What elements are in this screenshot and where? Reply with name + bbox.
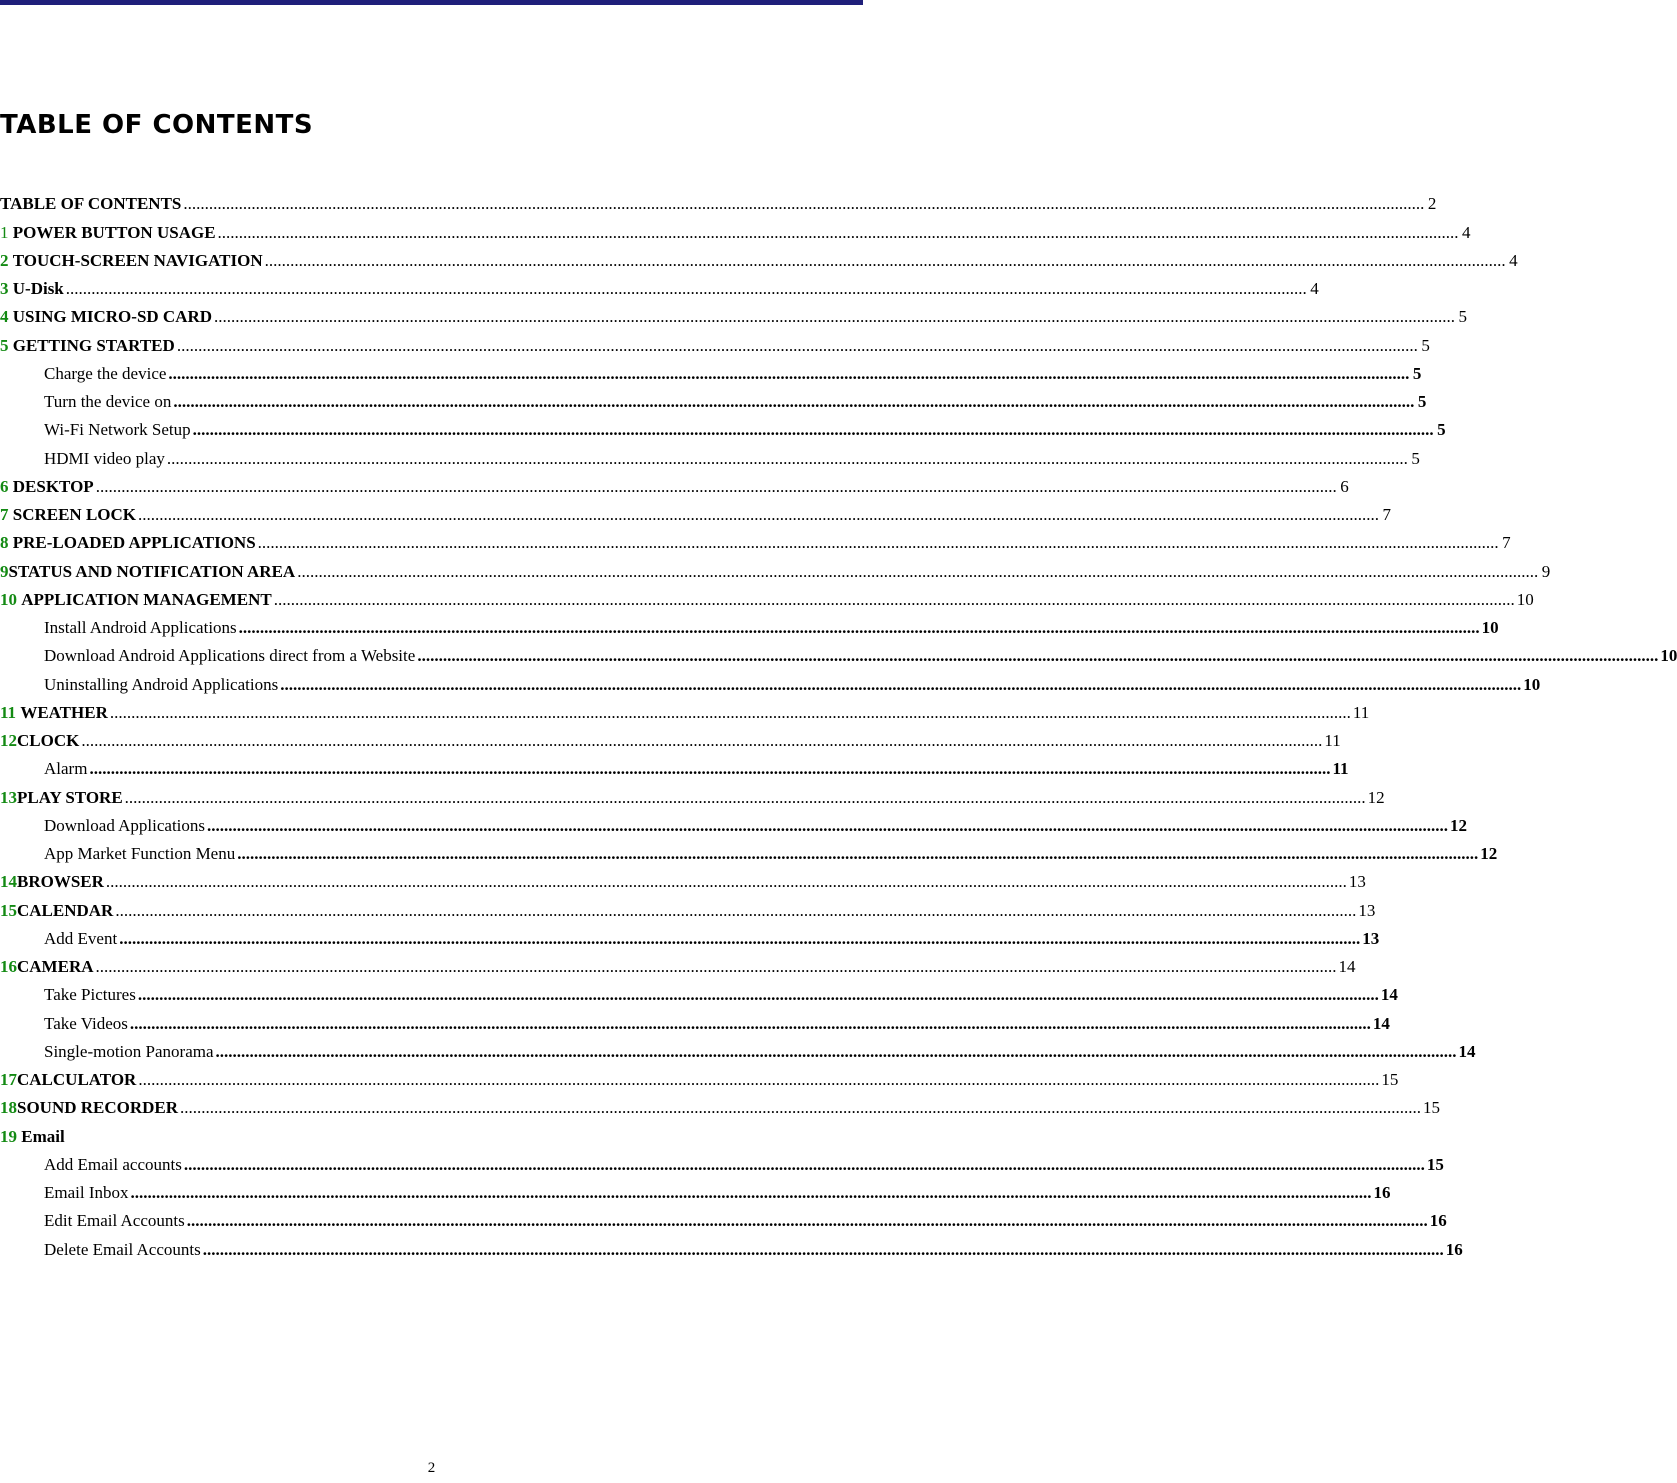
toc-entry-title: Take Pictures xyxy=(44,985,136,1005)
toc-entry-number: 3 xyxy=(0,279,9,298)
toc-entry[interactable] xyxy=(0,723,1341,751)
toc-entry[interactable] xyxy=(0,751,1349,779)
toc-entry-page: 10 xyxy=(1660,646,1677,666)
toc-entry-title: SCREEN LOCK xyxy=(12,505,137,524)
toc-entry[interactable] xyxy=(0,1034,1476,1062)
toc-entry-title: Download Android Applications direct from a Website xyxy=(44,646,416,666)
toc-entry-title: STATUS AND NOTIFICATION AREA xyxy=(8,561,296,581)
toc-dot-leader xyxy=(239,618,1480,638)
toc-entry-title: DESKTOP xyxy=(12,476,94,496)
toc-entry-page: 7 xyxy=(1502,533,1511,553)
toc-dot-leader xyxy=(89,759,1330,779)
toc-entry-title: Take Videos xyxy=(44,1013,128,1033)
toc-entry-page: 14 xyxy=(1458,1041,1476,1061)
toc-entry-title: Delete Email Accounts xyxy=(44,1239,201,1259)
toc-dot-leader xyxy=(207,816,1448,836)
toc-entry-page: 12 xyxy=(1367,787,1385,807)
toc-entry[interactable] xyxy=(0,892,1376,920)
toc-entry-page: 13 xyxy=(1362,928,1380,948)
toc-dot-leader xyxy=(258,533,1499,553)
toc-entry[interactable] xyxy=(0,610,1499,638)
toc-entry-page: 5 xyxy=(1421,335,1430,355)
toc-dot-leader xyxy=(184,1155,1425,1175)
toc-dot-leader xyxy=(218,223,1459,243)
toc-entry-title: APPLICATION MANAGEMENT xyxy=(21,589,272,609)
toc-entry-title: Wi-Fi Network Setup xyxy=(44,420,191,440)
toc-dot-leader xyxy=(280,675,1521,695)
toc-entry[interactable] xyxy=(0,356,1422,384)
toc-entry[interactable] xyxy=(0,214,1471,242)
toc-entry[interactable] xyxy=(0,921,1380,949)
toc-entry-number: 7 xyxy=(0,505,9,524)
toc-entry-page: 15 xyxy=(1423,1098,1441,1118)
toc-entry-number: 2 xyxy=(0,250,9,270)
toc-entry-title: Turn the device on xyxy=(44,392,172,411)
toc-entry[interactable] xyxy=(0,497,1392,525)
toc-entry-page: 4 xyxy=(1462,222,1471,242)
toc-entry-title: USING MICRO-SD CARD xyxy=(12,307,213,327)
toc-entry-page: 4 xyxy=(1509,250,1518,270)
toc-dot-leader xyxy=(130,1014,1371,1034)
toc-entry-page: 14 xyxy=(1338,957,1356,976)
toc-dot-leader xyxy=(138,985,1379,1005)
toc-entry-page: 16 xyxy=(1429,1211,1447,1231)
toc-dot-leader xyxy=(106,872,1347,892)
toc-entry[interactable] xyxy=(0,1090,1441,1118)
toc-entry[interactable] xyxy=(0,1175,1391,1203)
toc-entry-title: TOUCH-SCREEN NAVIGATION xyxy=(12,250,263,270)
toc-entry[interactable] xyxy=(0,1147,1444,1175)
toc-entry-title: GETTING STARTED xyxy=(12,335,175,355)
toc-entry-number: 13 xyxy=(0,787,17,807)
toc-entry-page: 16 xyxy=(1373,1183,1391,1202)
toc-entry[interactable] xyxy=(0,638,1677,666)
toc-entry-page: 4 xyxy=(1310,279,1319,298)
toc-dot-leader xyxy=(81,731,1322,751)
toc-entry-number: 1 xyxy=(0,222,9,242)
toc-dot-leader xyxy=(417,646,1658,666)
toc-entry-number: 5 xyxy=(0,335,9,355)
toc-entry-page: 13 xyxy=(1348,872,1366,892)
toc-entry[interactable] xyxy=(0,525,1511,553)
toc-dot-leader xyxy=(119,929,1360,949)
toc-entry-page: 14 xyxy=(1380,985,1398,1005)
toc-dot-leader xyxy=(168,364,1409,384)
toc-dot-leader xyxy=(138,505,1379,525)
toc-entry-page: 5 xyxy=(1411,448,1420,468)
toc-dot-leader xyxy=(187,1211,1428,1231)
toc-entry-page: 11 xyxy=(1352,702,1370,722)
top-rule xyxy=(0,0,863,5)
toc-entry[interactable] xyxy=(0,582,1534,610)
toc-dot-leader xyxy=(183,194,1424,214)
toc-entry-number: 19 xyxy=(0,1126,17,1146)
toc-entry-page: 5 xyxy=(1417,392,1427,411)
toc-dot-leader xyxy=(167,449,1408,469)
toc-entry-page: 11 xyxy=(1324,731,1341,750)
toc-entry-page: 15 xyxy=(1426,1154,1444,1174)
toc-entry-title: WEATHER xyxy=(20,702,108,722)
toc-entry-title: Email xyxy=(21,1126,65,1146)
toc-entry-number: 6 xyxy=(0,476,9,496)
toc-entry-page: 11 xyxy=(1332,759,1349,779)
toc-entry[interactable] xyxy=(0,1118,863,1146)
toc-entry-number: 16 xyxy=(0,957,17,976)
toc-dot-leader xyxy=(214,307,1455,327)
toc-entry-title: HDMI video play xyxy=(44,448,165,468)
toc-entry-page: 9 xyxy=(1541,561,1551,581)
toc-entry-page: 16 xyxy=(1445,1239,1463,1259)
toc-entry-page: 5 xyxy=(1412,363,1422,383)
toc-entry[interactable] xyxy=(0,553,1551,581)
toc-entry[interactable] xyxy=(0,779,1385,807)
toc-entry-number: 18 xyxy=(0,1098,17,1118)
toc-entry[interactable] xyxy=(0,299,1468,327)
toc-dot-leader xyxy=(115,901,1356,921)
toc-entry-title: TABLE OF CONTENTS xyxy=(0,194,182,214)
toc-entry[interactable] xyxy=(0,666,1541,694)
toc-entry-title: SOUND RECORDER xyxy=(17,1098,179,1118)
toc-dot-leader xyxy=(265,251,1506,271)
toc-entry-page: 5 xyxy=(1437,420,1446,440)
toc-entry-number: 17 xyxy=(0,1070,17,1089)
toc-dot-leader xyxy=(237,844,1478,864)
page-number: 2 xyxy=(427,1460,436,1476)
toc-dot-leader xyxy=(177,336,1418,356)
toc-entry-page: 7 xyxy=(1382,505,1392,524)
toc-entry-page: 6 xyxy=(1340,476,1349,496)
toc-entry-title: Email Inbox xyxy=(44,1183,129,1202)
toc-dot-leader xyxy=(193,420,1434,440)
toc-entry[interactable] xyxy=(0,1005,1390,1033)
toc-dot-leader xyxy=(138,1070,1379,1090)
toc-dot-leader xyxy=(173,392,1414,412)
toc-entry-title: Add Email accounts xyxy=(44,1154,182,1174)
toc-entry-title: BROWSER xyxy=(17,872,104,892)
toc-dot-leader xyxy=(274,590,1515,610)
toc-entry-title: CALENDAR xyxy=(17,900,114,920)
toc-entry-page: 5 xyxy=(1458,307,1468,327)
toc-dot-leader xyxy=(216,1042,1457,1062)
toc-entry-title: PRE-LOADED APPLICATIONS xyxy=(12,533,256,553)
toc-entry[interactable] xyxy=(0,836,1498,864)
toc-entry-number: 10 xyxy=(0,589,17,609)
toc-entry[interactable] xyxy=(0,864,1366,892)
toc-entry[interactable] xyxy=(0,384,1427,412)
toc-entry-title: Uninstalling Android Applications xyxy=(44,674,279,694)
toc-entry-page: 12 xyxy=(1480,844,1498,863)
toc-entry-title: Edit Email Accounts xyxy=(44,1211,185,1231)
toc-entry-number: 4 xyxy=(0,307,9,327)
toc-entry[interactable] xyxy=(0,1231,1463,1259)
toc-entry-page: 12 xyxy=(1450,815,1468,835)
toc-entry-page: 15 xyxy=(1381,1070,1399,1089)
toc-entry-page: 2 xyxy=(1427,194,1437,214)
toc-entry-title: U-Disk xyxy=(12,279,64,298)
toc-entry-title: Install Android Applications xyxy=(44,618,237,637)
toc-entry-number: 9 xyxy=(0,561,9,581)
toc-entry-title: Download Applications xyxy=(44,815,206,835)
toc-entry-title: Alarm xyxy=(44,759,88,779)
toc-entry-title: CLOCK xyxy=(17,731,80,750)
toc-entry-title: CAMERA xyxy=(17,957,94,976)
toc-entry-title: Add Event xyxy=(44,928,118,948)
toc-entry-title: POWER BUTTON USAGE xyxy=(12,222,216,242)
toc-dot-leader xyxy=(131,1183,1372,1203)
toc-entry[interactable] xyxy=(0,808,1468,836)
toc-entry-page: 10 xyxy=(1523,674,1541,694)
toc-entry[interactable] xyxy=(0,469,1349,497)
toc-dot-leader xyxy=(96,957,1337,977)
toc-dot-leader xyxy=(125,788,1366,808)
toc-entry[interactable] xyxy=(0,1062,1399,1090)
toc-entry[interactable] xyxy=(0,243,1518,271)
toc-entry[interactable] xyxy=(0,695,1370,723)
toc-entry-title: Single-motion Panorama xyxy=(44,1041,214,1061)
toc-entry[interactable] xyxy=(0,440,1420,468)
toc-dot-leader xyxy=(297,562,1538,582)
toc-dot-leader xyxy=(96,477,1337,497)
toc-entry[interactable] xyxy=(0,271,1319,299)
toc-entry-page: 10 xyxy=(1481,618,1499,637)
toc-entry-title: Charge the device xyxy=(44,363,167,383)
toc-entry[interactable] xyxy=(0,186,1437,214)
toc-dot-leader xyxy=(110,703,1351,723)
toc-entry-number: 12 xyxy=(0,731,17,750)
toc-dot-leader xyxy=(66,279,1307,299)
toc-entry-title: App Market Function Menu xyxy=(44,844,236,863)
toc-dot-leader xyxy=(180,1098,1421,1118)
page-heading: TABLE OF CONTENTS xyxy=(0,110,314,140)
toc-entry-title: CALCULATOR xyxy=(17,1070,137,1089)
toc-entry-number: 15 xyxy=(0,900,17,920)
toc-entry-number: 11 xyxy=(0,702,17,722)
toc-entry[interactable] xyxy=(0,327,1430,355)
toc-entry-title: PLAY STORE xyxy=(17,787,123,807)
toc-entry-number: 8 xyxy=(0,533,9,553)
toc-entry[interactable] xyxy=(0,1203,1447,1231)
toc-entry-page: 10 xyxy=(1516,589,1534,609)
toc-entry-page: 13 xyxy=(1358,900,1376,920)
toc-entry-page: 14 xyxy=(1372,1013,1390,1033)
toc-entry[interactable] xyxy=(0,412,1446,440)
table-of-contents xyxy=(0,186,1677,1260)
toc-entry[interactable] xyxy=(0,977,1398,1005)
toc-entry-number: 14 xyxy=(0,872,17,892)
toc-entry[interactable] xyxy=(0,949,1356,977)
toc-dot-leader xyxy=(203,1240,1444,1260)
